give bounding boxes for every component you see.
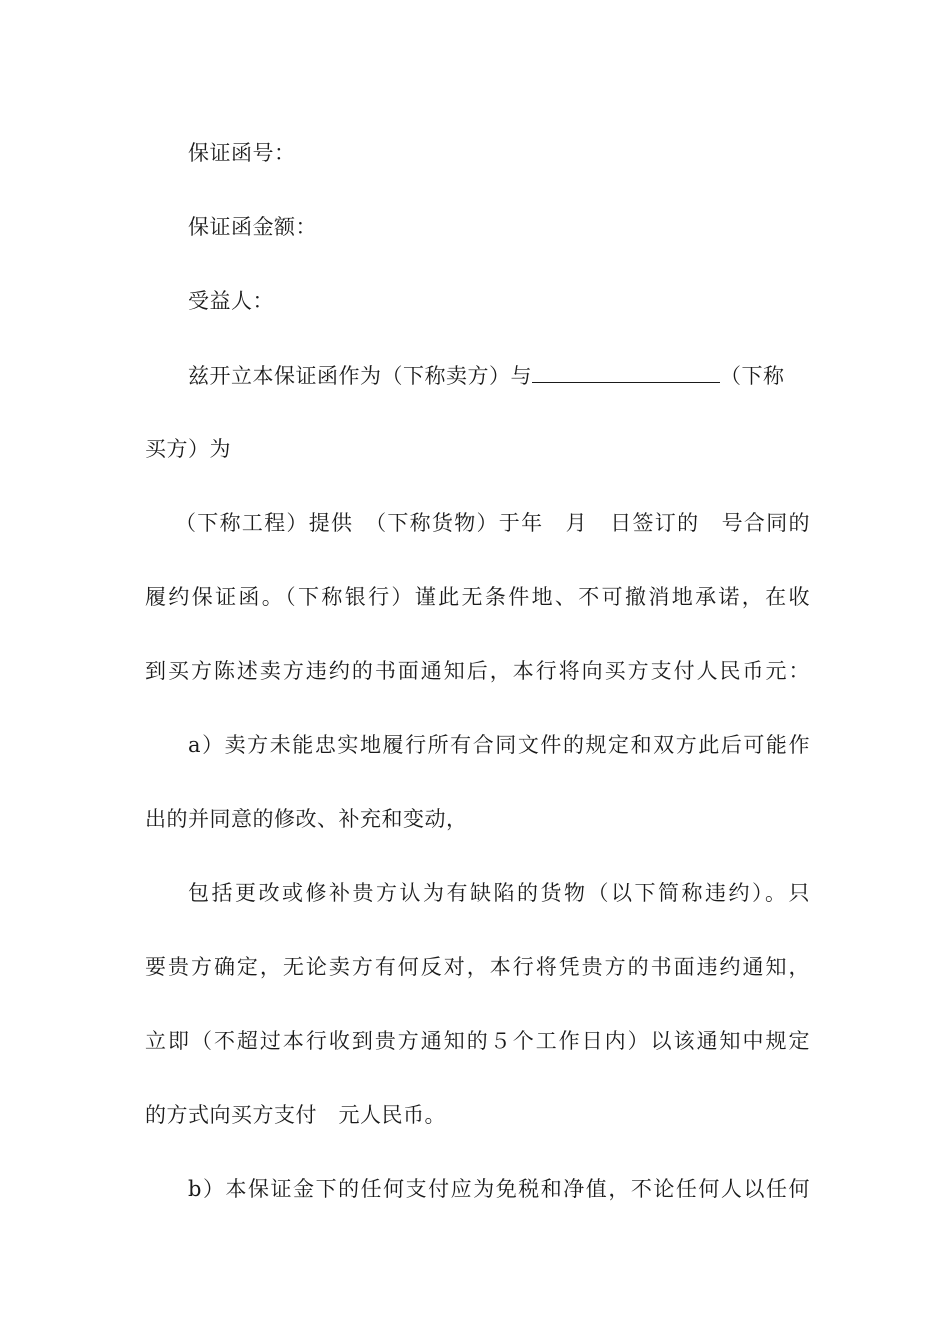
buyer-name-blank (532, 360, 720, 383)
intro-paragraph-line-1 (188, 360, 810, 391)
project-paragraph-line-3: 到买方陈述卖方违约的书面通知后，本行将向买方支付人民币元： (145, 659, 810, 683)
beneficiary-label: 受益人： (188, 289, 274, 313)
intro-suffix: （下称 (720, 364, 785, 388)
project-paragraph-line-2: 履约保证函。（下称银行）谨此无条件地、不可撤消地承诺，在收 (145, 585, 810, 609)
clause-a-line-2: 出的并同意的修改、补充和变动， (145, 807, 468, 831)
intro-prefix: 兹开立本保证函作为（下称卖方）与 (188, 364, 532, 388)
intro-paragraph-line-2: 买方）为 (145, 437, 231, 461)
clause-a-line-4: 要贵方确定，无论卖方有何反对，本行将凭贵方的书面违约通知， (145, 955, 810, 979)
clause-a-line-6: 的方式向买方支付 元人民币。 (145, 1103, 446, 1127)
guarantee-amount-label: 保证函金额： (188, 215, 317, 239)
guarantee-number-label: 保证函号： (188, 141, 296, 165)
clause-a-line-3: 包括更改或修补贵方认为有缺陷的货物（以下简称违约）。只 (188, 881, 810, 905)
clause-b-line-1: b）本保证金下的任何支付应为免税和净值，不论任何人以任何 (188, 1177, 810, 1201)
clause-a-line-1: a）卖方未能忠实地履行所有合同文件的规定和双方此后可能作 (188, 733, 810, 757)
project-paragraph-line-1: （下称工程）提供 （下称货物）于年 月 日签订的 号合同的 (175, 511, 810, 535)
clause-a-line-5: 立即（不超过本行收到贵方通知的５个工作日内）以该通知中规定 (145, 1029, 810, 1053)
